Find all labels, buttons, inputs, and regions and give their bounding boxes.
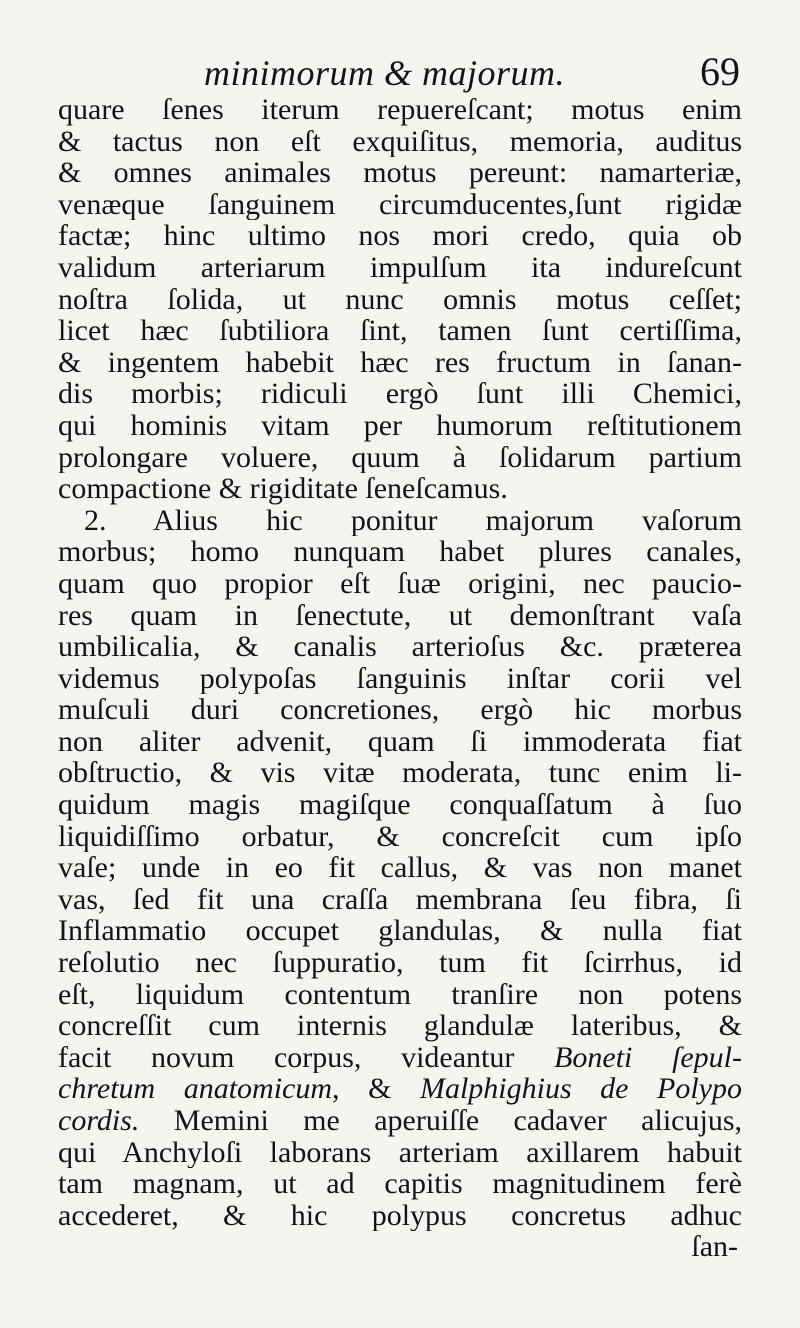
text-fragment: Memini me aperuiſſe cadaver alicujus, [139, 1105, 742, 1137]
page-number: 69 [700, 49, 740, 94]
reference-boneti: Boneti ſepul- [554, 1041, 742, 1074]
text-line: umbilicalia, & canalis arterioſus &c. præterea [58, 631, 742, 663]
reference-sepulchretum: chretum anatomicum [58, 1073, 333, 1105]
text-line: accederet, & hic polypus concretus adhuc [58, 1199, 742, 1232]
text-line: prolongare voluere, quum à ſolidarum partium [58, 441, 742, 474]
text-line: licet hæc ſubtiliora ſint, tamen ſunt certiſſima, [58, 315, 742, 347]
text-line: morbus; homo nunquam habet plures canales, [58, 536, 742, 568]
text-fragment: facit novum corpus, videantur [58, 1041, 515, 1074]
text-line: noſtra ſolida, ut nunc omnis motus ceſſet; [58, 283, 742, 316]
paragraph-start-line: 2. Alius hic ponitur majorum vaſorum [84, 504, 742, 537]
body-text [58, 94, 742, 1263]
text-line: qui Anchyloſi laborans arteriam axillarem habuit [58, 1136, 742, 1169]
text-line: videmus polypoſas ſanguinis inſtar corii vel [58, 662, 742, 695]
text-line-with-reference [58, 1042, 742, 1074]
running-title: minimorum & majorum. [204, 53, 566, 93]
text-line: venæque ſanguinem circumducentes,ſunt rigidæ [58, 188, 742, 221]
catchword: ſan- [691, 1231, 738, 1263]
text-line: quare ſenes iterum repuereſcant; motus enim [58, 94, 742, 126]
text-fragment: , & [332, 1073, 420, 1105]
text-line-with-reference [58, 1105, 742, 1137]
text-line: res quam in ſenectute, ut demonſtrant vaſa [58, 599, 742, 632]
text-line: & omnes animales motus pereunt: namarteriæ, [58, 157, 742, 189]
text-line: muſculi duri concretiones, ergò hic morbus [58, 694, 742, 726]
text-line: dis morbis; ridiculi ergò ſunt illi Chemici, [58, 378, 742, 410]
text-line: factæ; hinc ultimo nos mori credo, quia ob [58, 220, 742, 252]
text-line: vas, ſed fit una craſſa membrana ſeu fibra, ſi [58, 883, 742, 916]
text-line: vaſe; unde in eo fit callus, & vas non manet [58, 852, 742, 884]
text-line: non aliter advenit, quam ſi immoderata fiat [58, 725, 742, 758]
text-line: Inflammatio occupet glandulas, & nulla fiat [58, 915, 742, 948]
text-line: & ingentem habebit hæc res fructum in ſanan- [58, 346, 742, 379]
reference-cordis: cordis. [58, 1105, 140, 1137]
text-line: eſt, liquidum contentum tranſire non potens [58, 978, 742, 1011]
text-line: concreſſit cum internis glandulæ lateribus, & [58, 1010, 742, 1042]
text-line-with-reference [58, 1073, 742, 1105]
text-line: liquidiſſimo orbatur, & concreſcit cum ipſo [58, 820, 742, 853]
text-line: validum arteriarum impulſum ita indureſcunt [58, 251, 742, 284]
text-line: obſtructio, & vis vitæ moderata, tunc enim li- [58, 757, 742, 790]
text-line: reſolutio nec ſuppuratio, tum fit ſcirrhus, id [58, 947, 742, 979]
page-header [56, 46, 740, 94]
text-line: qui hominis vitam per humorum reſtitutionem [58, 409, 742, 442]
text-line: compactione & rigiditate ſeneſcamus. [58, 473, 508, 505]
reference-malpighius: Malphighius de Polypo [419, 1073, 742, 1105]
text-line: quam quo propior eſt ſuæ origini, nec paucio- [58, 567, 742, 600]
text-line: & tactus non eſt exquiſitus, memoria, auditus [58, 125, 742, 158]
text-line: tam magnam, ut ad capitis magnitudinem ferè [58, 1168, 742, 1200]
text-line: quidum magis magiſque conquaſſatum à ſuo [58, 789, 742, 821]
